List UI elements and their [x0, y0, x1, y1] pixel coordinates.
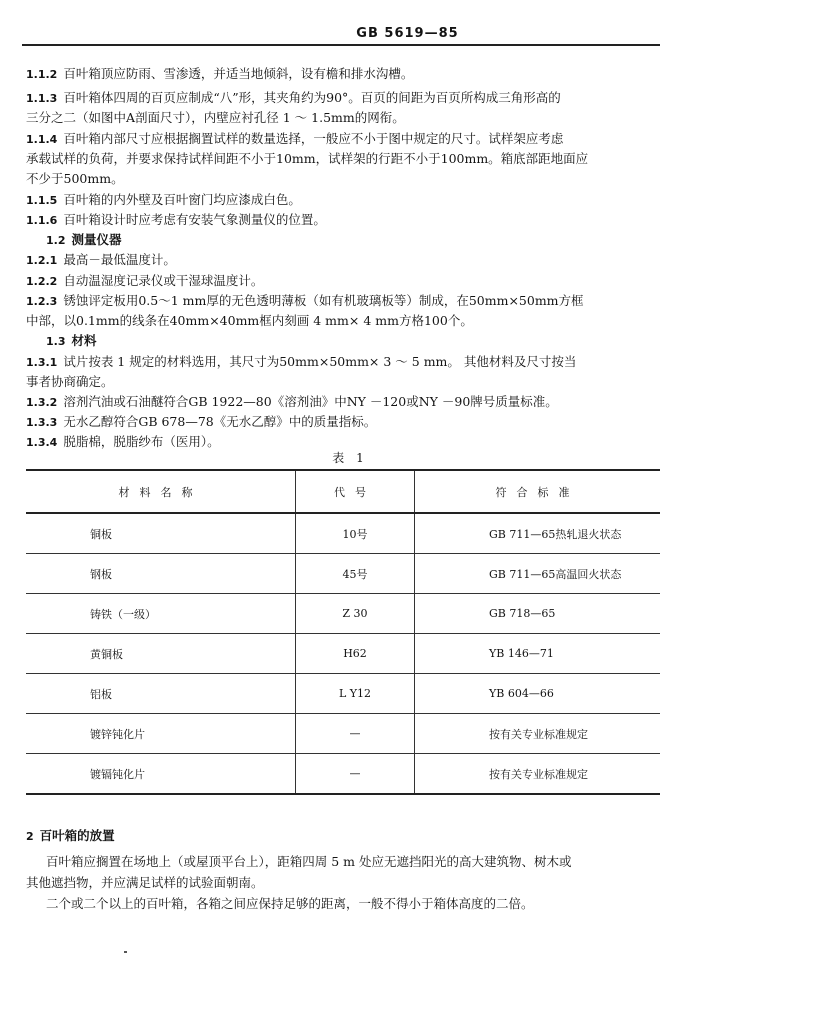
- para-1-2-3: 1.2.3 锈蚀评定板用0.5～1 mm厚的无色透明薄板（如有机玻璃板等）制成，在50mm×50mm方框: [26, 293, 584, 308]
- para-1-2-2: 1.2.2 自动温湿度记录仪或干湿球温度计。: [26, 273, 264, 288]
- cell-code: —: [296, 714, 415, 754]
- cell-code: 10号: [296, 513, 415, 554]
- cell-code: Z 30: [296, 594, 415, 634]
- table-row: [26, 594, 660, 634]
- heading-1-3: 1.3 材料: [46, 333, 97, 348]
- cell-standard: YB 146—71: [415, 634, 661, 674]
- cell-material: 镀镉钝化片: [26, 754, 296, 795]
- para-1-1-4: 1.1.4 百叶箱内部尺寸应根据搁置试样的数量选择，一般应不小于图中规定的尺寸。试样架应考虑: [26, 131, 564, 146]
- cell-standard: GB 711—65热轧退火状态: [415, 513, 661, 554]
- stray-mark: [124, 951, 127, 953]
- para-1-1-4-cont1: 承载试样的负荷，并要求保持试样间距不小于10mm，试样架的行距不小于100mm。箱底部距地面应: [26, 151, 589, 166]
- cell-standard: GB 718—65: [415, 594, 661, 634]
- cell-standard: 按有关专业标准规定: [415, 754, 661, 795]
- table-row: [26, 634, 660, 674]
- cell-material: 镀锌钝化片: [26, 714, 296, 754]
- cell-code: —: [296, 754, 415, 795]
- para-1-3-4: 1.3.4 脱脂棉，脱脂纱布（医用）。: [26, 434, 220, 449]
- para-1-1-4-cont2: 不少于500mm。: [26, 171, 124, 186]
- para-1-1-6: 1.1.6 百叶箱设计时应考虑有安装气象测量仪的位置。: [26, 212, 326, 227]
- table-caption: 表 1: [332, 451, 368, 465]
- table-row: [26, 674, 660, 714]
- cell-code: H62: [296, 634, 415, 674]
- para-1-3-2: 1.3.2 溶剂汽油或石油醚符合GB 1922—80《溶剂油》中NY －120或NY －90牌号质量标准。: [26, 394, 558, 409]
- header-material-name: 材料名称: [26, 470, 296, 513]
- cell-standard: GB 711—65高温回火状态: [415, 554, 661, 594]
- para-1-2-1: 1.2.1 最高－最低温度计。: [26, 252, 176, 267]
- cell-material: 黄铜板: [26, 634, 296, 674]
- standard-code-header: GB 5619—85: [356, 26, 459, 41]
- table-row: [26, 554, 660, 594]
- table-row: [26, 714, 660, 754]
- header-code: 代号: [296, 470, 415, 513]
- section-2-title: 2 百叶箱的放置: [26, 828, 115, 843]
- table-row: [26, 754, 660, 795]
- para-1-3-1: 1.3.1 试片按表 1 规定的材料选用，其尺寸为50mm×50mm× 3 ～ 5 mm。 其他材料及尺寸按当: [26, 354, 577, 369]
- para-1-1-5: 1.1.5 百叶箱的内外壁及百叶窗门均应漆成白色。: [26, 192, 301, 207]
- table-row: [26, 513, 660, 554]
- cell-code: 45号: [296, 554, 415, 594]
- cell-material: 铜板: [26, 513, 296, 554]
- header-standard: 符合标准: [415, 470, 661, 513]
- cell-standard: YB 604—66: [415, 674, 661, 714]
- para-1-1-2: 1.1.2 百叶箱顶应防雨、雪渗透，并适当地倾斜，设有檐和排水沟槽。: [26, 66, 414, 81]
- cell-standard: 按有关专业标准规定: [415, 714, 661, 754]
- cell-code: L Y12: [296, 674, 415, 714]
- para-1-1-3: 1.1.3 百叶箱体四周的百页应制成“八”形，其夹角约为90°。百页的间距为百页所构成三角形高的: [26, 90, 561, 105]
- cell-material: 钢板: [26, 554, 296, 594]
- section-2-line-1: 百叶箱应搁置在场地上（或屋顶平台上），距箱四周 5 m 处应无遮挡阳光的高大建筑物、树木或: [46, 854, 572, 869]
- cell-material: 铸铁（一级）: [26, 594, 296, 634]
- header-rule: [22, 44, 660, 46]
- section-2-line-3: 二个或二个以上的百叶箱，各箱之间应保持足够的距离，一般不得小于箱体高度的二倍。: [46, 896, 534, 911]
- materials-table: [26, 469, 660, 795]
- section-2-line-2: 其他遮挡物，并应满足试样的试验面朝南。: [26, 875, 264, 890]
- cell-material: 铝板: [26, 674, 296, 714]
- table-header-row: [26, 470, 660, 513]
- heading-1-2: 1.2 测量仪器: [46, 232, 122, 247]
- para-1-3-1-cont: 事者协商确定。: [26, 374, 114, 389]
- para-1-1-3-cont: 三分之二（如图中A剖面尺寸），内壁应衬孔径 1 ～ 1.5mm的网衔。: [26, 110, 405, 125]
- para-1-3-3: 1.3.3 无水乙醇符合GB 678—78《无水乙醇》中的质量指标。: [26, 414, 377, 429]
- para-1-2-3-cont: 中部，以0.1mm的线条在40mm×40mm框内刻画 4 mm× 4 mm方格100个。: [26, 313, 473, 328]
